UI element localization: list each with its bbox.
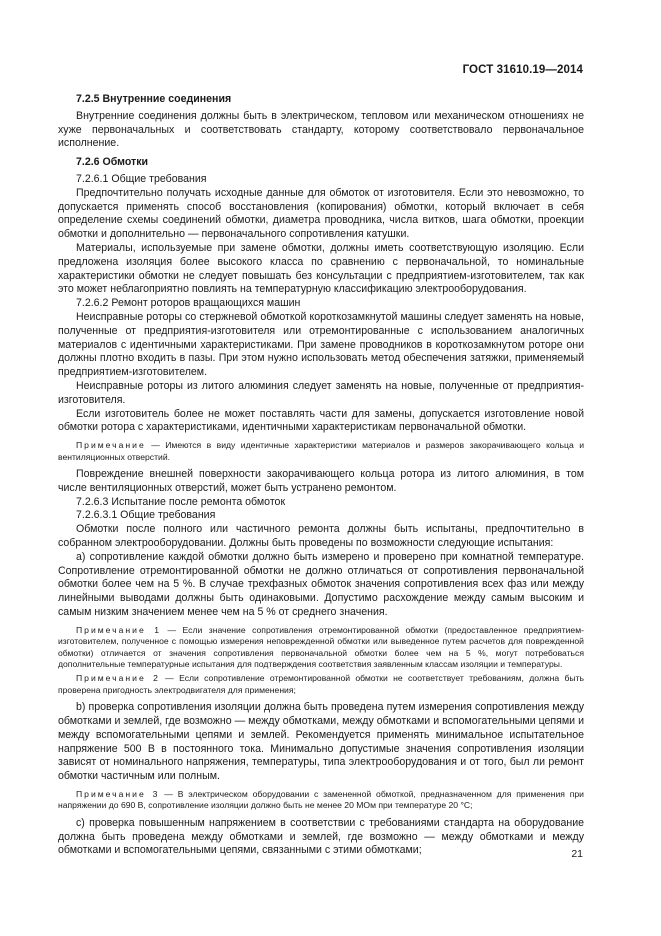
subheading-7-2-6-3-1: 7.2.6.3.1 Общие требования <box>76 509 216 522</box>
note-label: Примечание <box>76 440 146 451</box>
subheading-7-2-6-3: 7.2.6.3 Испытание после ремонта обмоток <box>76 495 286 508</box>
note <box>58 789 584 812</box>
paragraph: Неисправные роторы со стержневой обмоткой короткозамкнутой машины следует заменять на новые, полученные от предприятия-изготовителя или отремонтированные с использованием аналогичных материалов с идентичными характеристиками. При замене проводников в короткозамкнутом роторе они должны плотно входить в пазы. При этом нужно использовать метод обеспечения затяжки, применяемый предприятием-изготовителем. <box>58 310 584 379</box>
list-item-b: b) проверка сопротивления изоляции должна быть проведена путем измерения сопротивления между обмотками и землей, где возможно — между обмотками, между обмотками и вспомогательными цепями и между вспомогательными цепями и землей. Рекомендуется применять минимальное испытательное напряжение 500 В в постоянного тока. Минимально допустимые значения сопротивления изоляции зависят от номинального напряжения, температуры, типа электрооборудования и от того, был ли ремонт обмотки частичным или полным. <box>58 701 584 783</box>
note-text: — Имеются в виду идентичные характеристики материалов и размеров закорачивающего кольца и вентиляционных отверстий. <box>58 440 584 462</box>
note-text: — В электрическом оборудовании с замененной обмоткой, предназначенном для применения при напряжении до 690 В, сопротивление изоляции должно быть не менее 20 МОм при температуре 20 °С; <box>58 788 584 811</box>
document-code: ГОСТ 31610.19—2014 <box>462 64 583 76</box>
paragraph: Предпочтительно получать исходные данные для обмоток от изготовителя. Если это невозможно, то допускается применять способ восстановления (копирования) обмотки, который включает в себя определение схемы соединений обмотки, диаметра проводника, числа витков, шага обмотки, проекции обмотки и дополнительно — первоначального сопротивления катушки. <box>58 186 584 241</box>
paragraph: Если изготовитель более не может поставлять части для замены, допускается изготовление новой обмотки ротора с характеристиками, идентичными характеристикам первоначальной обмотки. <box>58 407 584 434</box>
heading-7-2-6: 7.2.6 Обмотки <box>76 156 149 169</box>
document-body <box>58 93 584 858</box>
paragraph: Материалы, используемые при замене обмотки, должны иметь соответствующую изоляцию. Если предложена изоляция более высокого класса по сравнению с первоначальной, то номинальные характеристики обмотки не следует повышать без консультации с предприятием-изготовителем, так как это может неблагоприятно повлиять на температурную классификацию электрооборудования. <box>58 241 584 296</box>
list-item-c: с) проверка повышенным напряжением в соответствии с требованиями стандарта на оборудование должна быть проведена между обмотками и землей, где возможно — между обмотками и между обмотками и вспомогательными цепями, связанными с этими обмотками; <box>58 816 584 857</box>
note-label: Примечание 3 <box>76 788 160 799</box>
paragraph: Обмотки после полного или частичного ремонта должны быть испытаны, предпочтительно в собранном электрооборудовании. Должны быть проведены по возможности следующие испытания: <box>58 523 584 549</box>
subheading-7-2-6-1: 7.2.6.1 Общие требования <box>76 172 207 185</box>
paragraph: Внутренние соединения должны быть в электрическом, тепловом или механическом отношениях не хуже первоначальных и соответствовать стандарту, которому соответствовало первоначальное исполнение. <box>58 109 584 150</box>
note-label: Примечание 2 <box>76 673 160 684</box>
note <box>58 625 584 671</box>
list-item-a: а) сопротивление каждой обмотки должно быть измерено и проверено при комнатной температуре. Сопротивление отремонтированной обмотки не должно отличаться от сопротивления первоначальной обмотки более чем на 5 %. В случае трехфазных обмоток значения сопротивления всех фаз или между линейными выводами должны быть одинаковыми. Допустимо расхождение между самым высоким и самым низким значением менее чем на 5 % от среднего значения. <box>58 550 584 618</box>
paragraph: Повреждение внешней поверхности закорачивающего кольца ротора из литого алюминия, в том числе вентиляционных отверстий, может быть устранено ремонтом. <box>58 467 584 494</box>
heading-7-2-5: 7.2.5 Внутренние соединения <box>76 93 232 105</box>
note-text: — Если сопротивление отремонтированной обмотки не соответствует требованиям, должна быть проверена пригодность электродвигателя для применения; <box>58 673 584 695</box>
note-label: Примечание 1 <box>76 624 161 635</box>
note <box>58 440 584 463</box>
paragraph: Неисправные роторы из литого алюминия следует заменять на новые, полученные от предприятия-изготовителя. <box>58 379 584 406</box>
note-text: — Если значение сопротивления отремонтированной обмотки (предоставленное предприятием-изготовителем, полученное с помощью измерения неповрежденной обмотки или выведенное путем расчетов для поврежденной обмотки) отличается от значения сопротивления первоначальной обмотки более чем на 5 %, могут потребоваться дополнительные температурные испытания для подтверждения соответствия заявленным классам изоляции и температуры. <box>58 624 584 669</box>
page-number: 21 <box>571 848 583 860</box>
note <box>58 673 584 696</box>
subheading-7-2-6-2: 7.2.6.2 Ремонт роторов вращающихся машин <box>76 297 301 310</box>
